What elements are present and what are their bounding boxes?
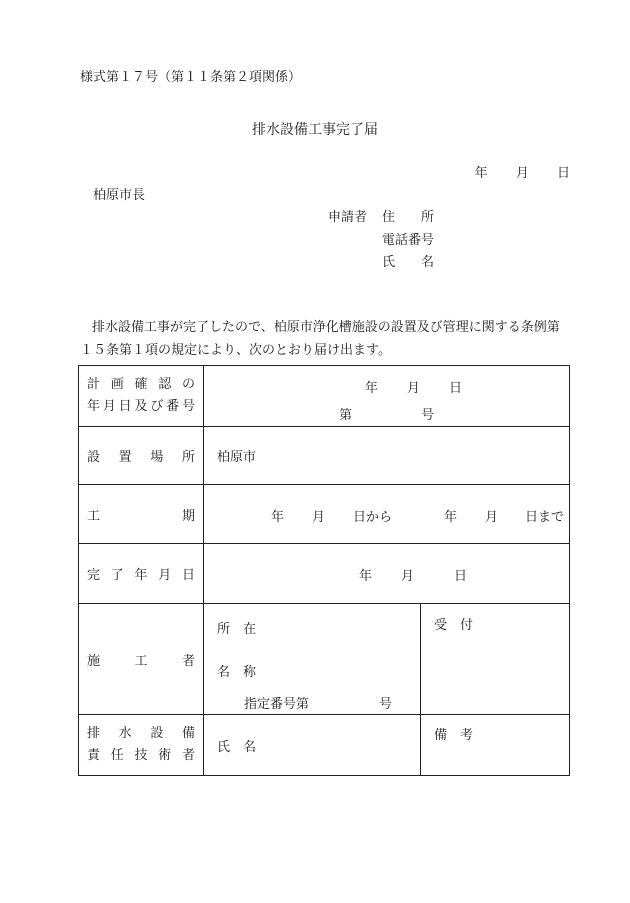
- period-to-year: 年: [444, 510, 458, 525]
- receipt-box[interactable]: [421, 604, 570, 715]
- value-location[interactable]: [204, 427, 570, 485]
- label-construction-period: 工 期: [79, 485, 204, 544]
- row-drainage-engineer: [79, 715, 570, 776]
- value-plan-confirmation[interactable]: [204, 366, 570, 427]
- plan-day: 日: [449, 381, 463, 396]
- declaration-text: 排水設備工事が完了したので、柏原市浄化槽施設の設置及び管理に関する条例第１５条第１項の規定により、次のとおり届け出ます。: [80, 320, 560, 358]
- plan-number-prefix: 第: [339, 408, 353, 423]
- date-month: 月: [515, 166, 529, 181]
- form-number: 様式第１７号（第１１条第２項関係）: [80, 70, 302, 85]
- applicant-name-label: 氏 名: [382, 255, 435, 270]
- addressee: 柏原市長: [93, 188, 146, 203]
- period-from-month: 月: [312, 510, 326, 525]
- label-plan-line1: 計 画 確 認 の: [87, 377, 195, 392]
- remarks-box[interactable]: [421, 715, 570, 776]
- engineer-name-label: 氏 名: [217, 739, 257, 755]
- period-from-day: 日から: [353, 510, 393, 525]
- period-from-year: 年: [271, 510, 285, 525]
- contractor-designation-prefix: 指定番号第: [244, 697, 310, 712]
- period-to-day: 日まで: [525, 510, 565, 525]
- row-contractor: [79, 604, 570, 715]
- date-year: 年: [474, 166, 488, 181]
- applicant-address-label: 住 所: [382, 210, 435, 225]
- label-location: 設 置 場 所: [79, 427, 204, 485]
- completion-form-table: [78, 365, 570, 776]
- value-engineer-name[interactable]: [204, 715, 421, 776]
- row-plan-confirmation: [79, 366, 570, 427]
- receipt-label: 受 付: [434, 618, 474, 633]
- label-contractor: 施 工 者: [79, 604, 204, 715]
- document-title: 排水設備工事完了届: [252, 122, 378, 138]
- plan-month: 月: [407, 381, 421, 396]
- value-construction-period[interactable]: [204, 485, 570, 544]
- label-plan-line2: 年 月 日 及 び 番 号: [87, 399, 195, 414]
- label-drainage-engineer: 排 水 設 備 責 任 技 術 者: [79, 715, 204, 776]
- completion-year: 年: [359, 569, 373, 584]
- date-day: 日: [556, 166, 570, 181]
- contractor-designation-suffix: 号: [379, 697, 393, 712]
- remarks-label: 備 考: [434, 728, 474, 743]
- submission-date: [465, 162, 570, 181]
- label-completion-date: 完 了 年 月 日: [79, 544, 204, 604]
- period-to-month: 月: [485, 510, 499, 525]
- plan-number-suffix: 号: [421, 408, 435, 423]
- row-construction-period: [79, 485, 570, 544]
- contractor-address-label: 所 在: [217, 622, 257, 637]
- plan-year: 年: [365, 381, 379, 396]
- completion-month: 月: [401, 569, 415, 584]
- contractor-name-label: 名 称: [217, 665, 257, 680]
- location-city: 柏原市: [217, 450, 257, 465]
- row-completion-date: [79, 544, 570, 604]
- value-completion-date[interactable]: [204, 544, 570, 604]
- label-plan-confirmation: [79, 366, 204, 427]
- applicant-role: 申請者: [328, 210, 368, 225]
- value-contractor[interactable]: [204, 604, 421, 715]
- completion-day: 日: [454, 569, 468, 584]
- row-location: [79, 427, 570, 485]
- applicant-phone-label: 電話番号: [382, 233, 435, 248]
